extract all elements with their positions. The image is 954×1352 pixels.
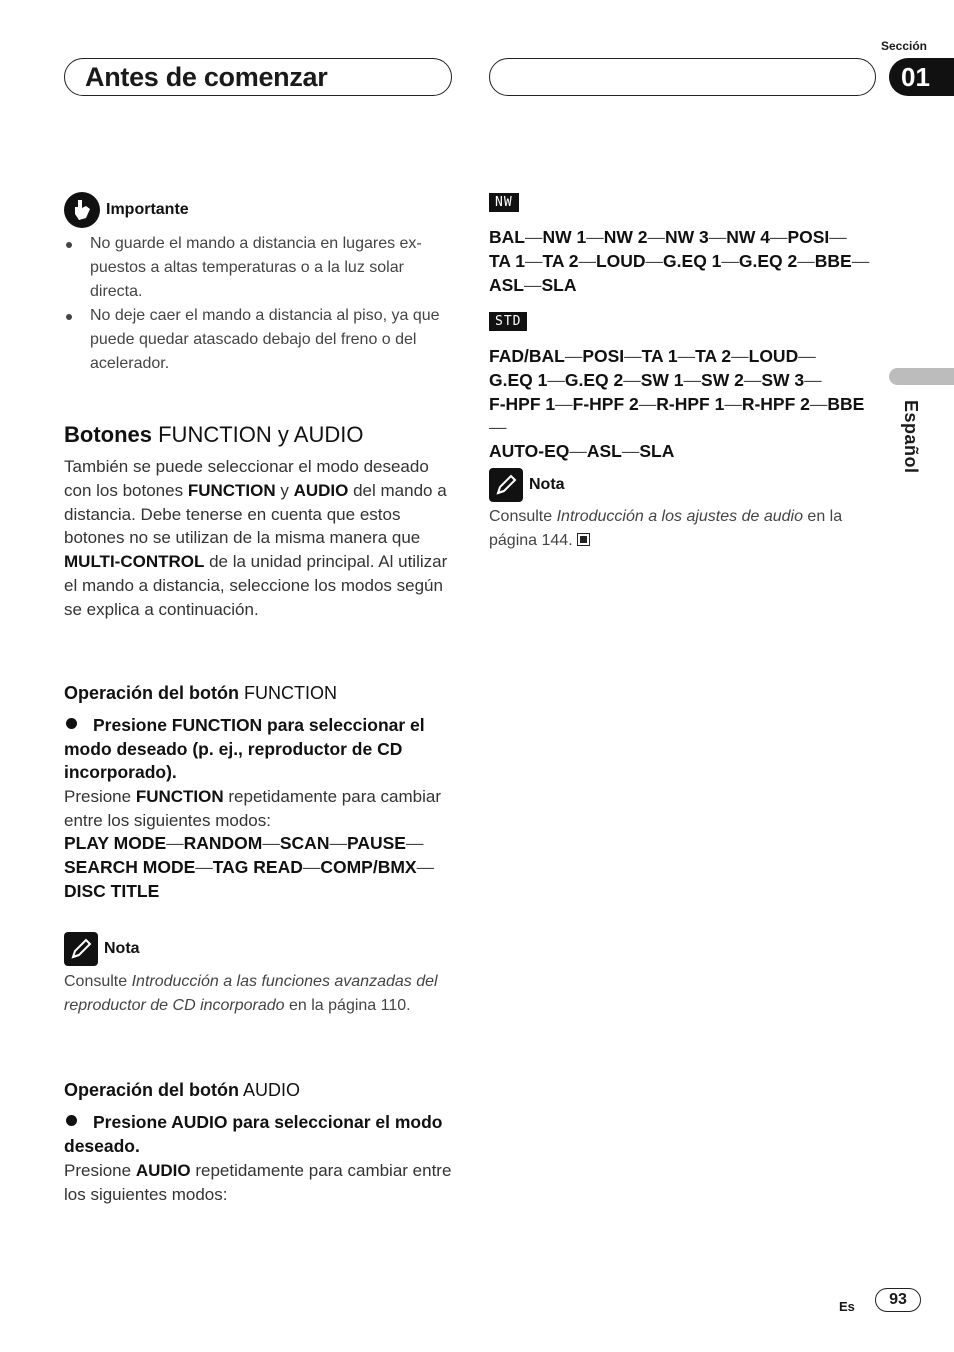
- sequence-separator: —: [804, 369, 822, 390]
- desc-text: Presione: [64, 787, 136, 806]
- intro-text: de la unidad principal. Al utilizar el mando a distancia, seleccione los modos según se explica a continuación.: [64, 552, 448, 619]
- note-pencil-icon: [489, 468, 523, 502]
- sequence-separator: —: [851, 250, 870, 271]
- mode-item: G.EQ 1: [489, 369, 548, 390]
- mode-item: SLA: [639, 441, 675, 462]
- std-indicator: [489, 312, 527, 331]
- sequence-separator: —: [524, 227, 543, 247]
- side-tab-marker: [889, 368, 954, 385]
- mode-item: R-HPF 2: [741, 393, 810, 414]
- mode-item: PAUSE: [346, 833, 406, 853]
- step-bullet-icon: [66, 1115, 77, 1126]
- sequence-separator: —: [564, 346, 583, 366]
- nw-indicator: [489, 193, 519, 212]
- mode-item: F-HPF 1: [489, 393, 556, 414]
- header-right-box: [489, 58, 876, 96]
- note-text: Consulte: [489, 508, 557, 525]
- mode-item: ASL: [489, 274, 524, 295]
- sequence-separator: —: [624, 346, 642, 366]
- mode-item: COMP/BMX: [320, 856, 417, 877]
- sequence-separator: —: [586, 227, 604, 247]
- section-label: Sección: [880, 39, 927, 53]
- mode-item: NW 2: [603, 227, 648, 247]
- mode-item: R-HPF 1: [656, 393, 725, 414]
- mode-item: G.EQ 1: [663, 250, 722, 271]
- sequence-separator: —: [547, 369, 565, 390]
- sequence-separator: —: [829, 227, 847, 247]
- step-bullet-icon: [66, 718, 77, 729]
- section-heading: [64, 422, 363, 448]
- important-hand-icon: [64, 192, 100, 228]
- section-intro: [64, 455, 454, 622]
- function-op-heading-rest: FUNCTION: [239, 683, 338, 703]
- footer-language: Es: [839, 1299, 855, 1314]
- mode-item: POSI: [582, 346, 625, 366]
- mode-item: G.EQ 2: [738, 250, 798, 271]
- sequence-separator: —: [677, 346, 696, 366]
- end-of-section-icon: [577, 533, 590, 546]
- nw-mode-sequence: [489, 226, 881, 297]
- section-number: 01: [889, 58, 954, 96]
- function-op-desc: [64, 785, 454, 833]
- mode-item: SLA: [541, 274, 577, 295]
- desc-bold: AUDIO: [135, 1161, 191, 1180]
- mode-item: BAL: [489, 227, 525, 247]
- sequence-separator: —: [489, 417, 507, 438]
- intro-text: del mando a distancia. Debe tenerse en cuenta que estos botones no se utilizan de la misma manera que: [64, 480, 447, 548]
- sequence-separator: —: [769, 227, 788, 247]
- desc-text: repetidamente para cambiar entre los siguientes modos:: [64, 787, 441, 830]
- sequence-separator: —: [724, 393, 742, 414]
- mode-item: SW 2: [701, 369, 744, 390]
- sequence-separator: —: [405, 833, 424, 853]
- function-op-step-text: Presione FUNCTION para seleccionar el modo deseado (p. ej., reproductor de CD incorporado).: [64, 715, 425, 783]
- mode-item: NW 3: [664, 227, 709, 247]
- mode-item: NW 1: [542, 227, 587, 247]
- intro-bold: FUNCTION: [187, 480, 276, 500]
- sequence-separator: —: [416, 856, 435, 877]
- important-list: [64, 232, 454, 376]
- important-heading-text: Importante: [106, 201, 189, 218]
- note-pencil-icon: [64, 932, 98, 966]
- audio-op-step-text: Presione AUDIO para seleccionar el modo deseado.: [64, 1112, 443, 1156]
- note-text: en la página 144.: [489, 508, 843, 549]
- mode-item: SW 3: [761, 369, 805, 390]
- sequence-separator: —: [524, 274, 542, 295]
- function-op-step: [64, 714, 456, 785]
- note-reference: Introducción a las funciones avanzadas del reproductor de CD incorporado: [64, 973, 438, 1014]
- list-item: No deje caer el mando a distancia al piso, ya que puede quedar atascado debajo del freno o del acelerador.: [64, 304, 454, 376]
- audio-op-desc: [64, 1159, 454, 1207]
- sequence-separator: —: [524, 250, 543, 271]
- note-text: en la página 110.: [284, 997, 411, 1014]
- function-mode-sequence: [64, 832, 454, 903]
- mode-item: LOUD: [595, 250, 646, 271]
- audio-op-heading: [64, 1078, 300, 1102]
- intro-bold: MULTI-CONTROL: [64, 552, 205, 572]
- section-heading-rest: FUNCTION y AUDIO: [152, 422, 364, 447]
- page-number: 93: [875, 1288, 921, 1312]
- desc-text: repetidamente para cambiar entre los siguientes modos:: [64, 1161, 452, 1204]
- sequence-separator: —: [578, 250, 596, 271]
- sequence-separator: —: [638, 393, 657, 414]
- sequence-separator: —: [195, 856, 213, 877]
- sequence-separator: —: [569, 441, 587, 462]
- note-body: [64, 970, 454, 1018]
- sequence-separator: —: [809, 393, 828, 414]
- sequence-separator: —: [302, 856, 321, 877]
- sequence-separator: —: [262, 833, 280, 853]
- desc-bold: FUNCTION: [135, 787, 224, 806]
- sequence-separator: —: [621, 441, 640, 462]
- note-heading-text: Nota: [529, 476, 565, 493]
- mode-item: NW 4: [726, 227, 770, 247]
- sequence-separator: —: [797, 250, 815, 271]
- mode-item: F-HPF 2: [572, 393, 639, 414]
- note-text: Consulte: [64, 973, 132, 990]
- mode-item: AUTO-EQ: [489, 441, 570, 462]
- audio-op-step: [64, 1111, 456, 1158]
- mode-item: ASL: [586, 441, 622, 462]
- mode-item: TA 2: [542, 250, 579, 271]
- sequence-separator: —: [721, 250, 739, 271]
- intro-bold: AUDIO: [293, 480, 349, 500]
- sequence-separator: —: [645, 250, 664, 271]
- sequence-separator: —: [647, 227, 665, 247]
- mode-item: LOUD: [748, 346, 799, 366]
- sequence-separator: —: [743, 369, 762, 390]
- mode-item: TA 1: [489, 250, 525, 271]
- desc-text: Presione: [64, 1161, 136, 1180]
- std-tag: STD: [489, 312, 527, 331]
- mode-item: TA 1: [641, 346, 678, 366]
- mode-item: POSI: [787, 227, 830, 247]
- mode-item: SCAN: [279, 833, 330, 853]
- sequence-separator: —: [555, 393, 573, 414]
- sequence-separator: —: [683, 369, 702, 390]
- side-language-label: Español: [901, 400, 921, 474]
- intro-text: También se puede seleccionar el modo deseado con los botones: [64, 457, 429, 500]
- mode-item: G.EQ 2: [564, 369, 624, 390]
- sequence-separator: —: [731, 346, 749, 366]
- important-heading: [64, 192, 189, 228]
- intro-text: y: [275, 480, 294, 500]
- audio-op-heading-bold: Operación del botón: [64, 1080, 240, 1100]
- note-heading-text: Nota: [104, 940, 140, 957]
- function-op-heading-bold: Operación del botón: [64, 683, 240, 703]
- sequence-separator: —: [798, 346, 816, 366]
- section-heading-bold: Botones: [64, 422, 152, 447]
- mode-item: SEARCH MODE: [64, 856, 196, 877]
- mode-item: BBE: [827, 393, 865, 414]
- sequence-separator: —: [329, 833, 347, 853]
- mode-item: PLAY MODE: [64, 833, 167, 853]
- mode-item: FAD/BAL: [489, 346, 565, 366]
- mode-item: TAG READ: [212, 856, 303, 877]
- nw-tag: NW: [489, 193, 519, 212]
- function-op-heading: [64, 681, 337, 705]
- mode-item: TA 2: [695, 346, 732, 366]
- mode-item: BBE: [814, 250, 852, 271]
- note-body: [489, 505, 881, 553]
- page-title: Antes de comenzar: [85, 62, 328, 92]
- std-mode-sequence: [489, 345, 881, 464]
- note-heading: [64, 932, 140, 966]
- sequence-separator: —: [708, 227, 727, 247]
- sequence-separator: —: [623, 369, 641, 390]
- mode-item: RANDOM: [183, 833, 263, 853]
- header-title-box: [64, 58, 452, 96]
- sequence-separator: —: [166, 833, 184, 853]
- mode-item: SW 1: [640, 369, 684, 390]
- list-item: No guarde el mando a distancia en lugares ex-puestos a altas temperaturas o a la luz solar directa.: [64, 232, 454, 304]
- mode-item: DISC TITLE: [64, 880, 160, 901]
- note-reference: Introducción a los ajustes de audio: [556, 508, 803, 525]
- audio-op-heading-rest: AUDIO: [239, 1080, 301, 1100]
- note-heading: [489, 468, 565, 502]
